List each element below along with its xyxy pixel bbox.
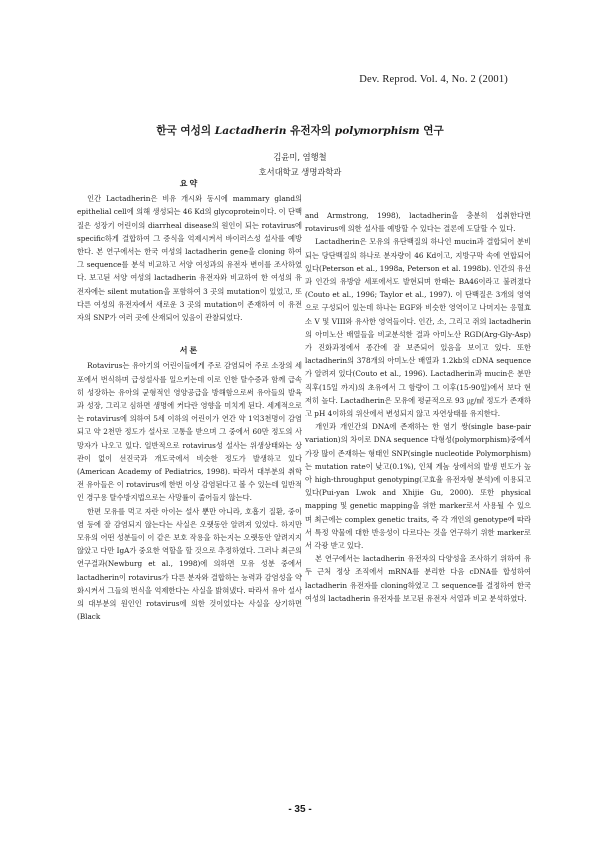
- paper-title: [0, 123, 600, 138]
- abstract-paragraph: 인간 Lactadherin은 비유 개시와 동시에 mammary gland의 epithelial cell에 의해 생성되는 46 Kd의 glycoprotein이다. 이 단백질은 성장기 어린이의 diarrheal disease의 원인이 되는 rotavirus에 specific하게 결합하여 그 증식을 억제시켜서 바이러스성 설사를 예방한다. 본 연구에서는 한국 여성의 lactadherin gene을 cloning 하여 그 sequence를 분석 비교하고 서양 여성과의 유전자 변이를 조사하였다. 보고된 서양 여성의 lactadherin 유전자와 비교하여 한 여성의 유전자에는 silent mutation을 포함하여 3 곳의 mutation이 있었고, 또 다른 여성의 유전자에서 새로운 3 곳의 mutation이 존재하여 이 유전자의 SNP가 여러 곳에 산재되어 있음이 관찰되었다.: [77, 194, 302, 323]
- title-poly: polymorphism: [334, 125, 420, 137]
- title-gene: Lactadherin: [214, 125, 287, 137]
- right-paragraph-2: Lactadherin은 모유의 유단백질의 하나인 mucin과 결합되어 분비되는 당단백질의 하나로 분자량이 46 Kd이고, 지방구막 속에 연합되어 있다(Peterson et al., 1998a, Peterson et al. 1998b). 인간의 유선과 인간의 유방암 세포에서도 발현되며 한때는 BA46이라고 불려졌다(Couto et al., 1996; Taylor et al., 1997). 이 단백질은 3개의 영역으로 구성되어 있는데 하나는 EGF와 비슷한 영역이고 나머지는 응혈효소 V 및 VIII와 유사한 영역들이다. 인간, 소, 그리고 쥐의 lactadherin의 아미노산 배열들을 비교분석한 결과 아미노산 RGD(Arg-Gly-Asp)가 진화과정에서 종간에 잘 보존되어 있음을 보이고 있다. 또한 lactadherin의 378개의 아미노산 배열과 1.2kb의 cDNA sequence가 알려져 있다(Couto et al., 1996). Lactadherin과 mucin은 분만 직후(15일 까지)의 초유에서 그 함량이 그 이후(15-90일)에서 보다 현저히 높다. Lactadherin은 모유에 평균적으로 93 ㎍/㎖ 정도가 존재하고 pH 4이하의 위산에서 변성되지 않고 자연상태를 유지한다.: [305, 237, 531, 419]
- journal-citation: Dev. Reprod. Vol. 4, No. 2 (2001): [359, 74, 508, 85]
- authors: 김윤미, 염행철: [273, 152, 327, 162]
- page-number: - 35 -: [288, 804, 312, 815]
- intro-paragraph-2: 한편 모유를 먹고 자란 아이는 설사 뿐만 아니라, 호흡기 질환, 중이염 등에 잘 감염되지 않는다는 사실은 오랫동안 알려져 있었다. 하지만 모유의 어떤 성분들이 이 같은 보호 작용을 하는지는 오랫동안 알려지지 않았고 다만 IgA가 중요한 역할을 할 것으로 추정하였다. 그러나 최근의 연구결과(Newburg et al., 1998)에 의하면 모유 성분 중에서 lactadherin이 rotavirus가 다른 분자와 결합하는 능력과 감염성을 약화시켜서 그들의 번식을 억제한다는 사실을 밝혀냈다. 따라서 유아 설사의 대부분의 원인인 rotavirus에 의한 것이었다는 사실을 상기하면(Black: [77, 506, 302, 622]
- abstract-heading: 요약: [179, 178, 200, 188]
- intro-paragraph-1: Rotavirus는 유아기의 어린이들에게 주로 감염되어 주로 소장의 세포에서 번식하며 급성설사를 일으키는데 이로 인한 탈수증과 함께 급속히 성장하는 유아의 균형적인 영양공급을 방해함으로써 유아들의 발육과 성장, 그리고 심하면 생명에 커다란 영향을 미치게 된다. 세계적으로는 rotavirus에 의하여 5세 이하의 어린이가 연간 약 1억3천명이 감염되고 약 2천만 정도가 설사로 고통을 받으며 그 중에서 60만 정도의 사망자가 나오고 있다. 일반적으로 rotavirus성 설사는 위생상태와는 상관이 없이 선진국과 개도국에서 비슷한 정도가 발생하고 있다(American Academy of Pediatrics, 1998). 따라서 대부분의 취학전 유아들은 이 rotavirus에 한번 이상 감염된다고 볼 수 있는데 일반적인 경구용 탈수방지법으로는 사망률이 줄어들지 않는다.: [77, 361, 302, 503]
- right-column: [305, 209, 531, 605]
- title-mid: 유전자의: [286, 125, 335, 137]
- title-post: 연구: [419, 125, 444, 137]
- left-column: [77, 177, 302, 624]
- title-pre: 한국 여성의: [156, 125, 215, 137]
- affiliation: 호서대학교 생명과학과: [258, 167, 342, 177]
- intro-heading: 서론: [179, 345, 200, 356]
- right-paragraph-4: 본 연구에서는 lactadherin 유전자의 다양성을 조사하기 위하여 유두 근처 정상 조직에서 mRNA를 분리한 다음 cDNA를 합성하여 lactadherin 유전자를 cloning하였고 그 sequence를 결정하여 한국 여성의 lactadherin 유전자를 보고된 유전자 서열과 비교 분석하였다.: [305, 554, 531, 603]
- right-paragraph-3: 개인과 개인간의 DNA에 존재하는 한 염기 쌍(single base-pair variation)의 차이로 DNA sequence 다형성(polymorphism)중에서 가장 많이 존재하는 형태인 SNP(single nucleotide Polymorphism)는 mutation rate이 낮고(0.1%), 인체 게놈 상에서의 발생 빈도가 높아 high-throughput genotyping(고효율 유전자형 분석)에 이용되고 있다(Pui-yan Lwok and Xhijie Gu, 2000). 또한 physical mapping 및 genetic mapping을 위한 marker로서 사용될 수 있으며 최근에는 complex genetic traits, 즉 각 개인의 genotype에 따라서 특정 약물에 대한 반응성이 다르다는 것을 연구하기 위한 marker로서 각광 받고 있다.: [305, 422, 531, 551]
- right-paragraph-1: and Armstrong, 1998), lactadherin을 충분히 섭취한다면 rotavirus에 의한 설사를 예방할 수 있다는 결론에 도달할 수 있다.: [305, 211, 531, 234]
